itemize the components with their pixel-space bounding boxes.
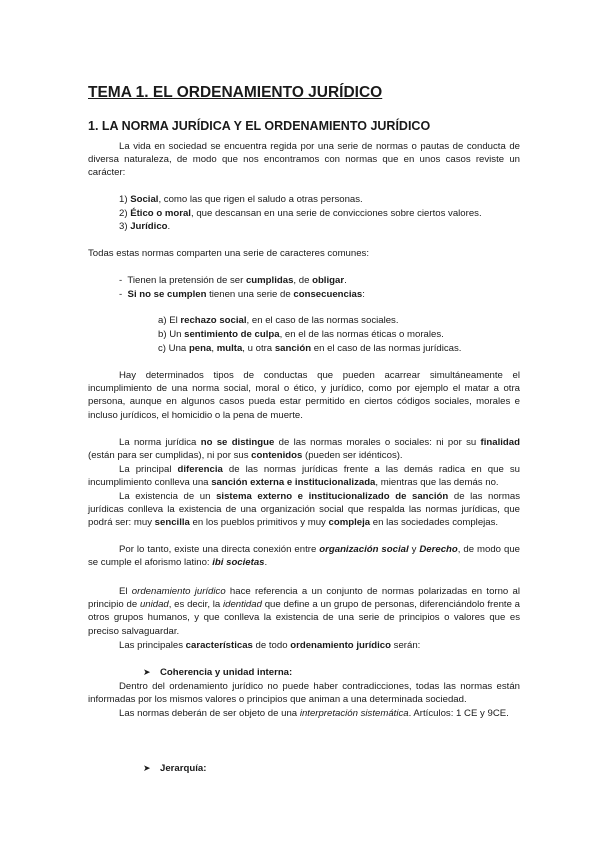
arrow-bullet-icon: ➤ (143, 667, 151, 677)
distinction-paragraph: La norma jurídica no se distingue de las normas morales o sociales: ni por su finalidad (están para ser cumplidas), ni por sus contenidos (pueden ser idénticos). (88, 437, 520, 462)
sanction-system-paragraph: La existencia de un sistema externo e institucionalizado de sanción de las normas jurídicas conlleva la existencia de una organización social que respalda las normas jurídicas, que podrá ser: muy sencilla en los pueblos primitivos y muy compleja en las sociedades complejas. (88, 491, 520, 529)
consequence-b: b) Un sentimiento de culpa, en el de las normas éticas o morales. (158, 329, 444, 340)
consequence-a: a) El rechazo social, en el caso de las normas sociales. (158, 315, 399, 326)
list-item-juridico: 3) Jurídico. (119, 221, 171, 232)
dash-bullet: - (119, 289, 123, 300)
document-title: TEMA 1. EL ORDENAMIENTO JURÍDICO (88, 84, 383, 101)
features-intro: Las principales características de todo ordenamiento jurídico serán: (119, 640, 421, 651)
list-item-etico: 2) Ético o moral, que descansan en una serie de convicciones sobre ciertos valores. (119, 208, 482, 219)
arrow-bullet-icon: ➤ (143, 763, 151, 773)
coherence-paragraph: Dentro del ordenamiento jurídico no puede haber contradicciones, todas las normas están informadas por los mismos valores o principios que animan a una determinada sociedad. (88, 681, 520, 706)
connection-paragraph: Por lo tanto, existe una directa conexión entre organización social y Derecho, de modo que se cumple el aforismo latino: ibi societas. (88, 544, 520, 569)
list-item-social: 1) Social, como las que rigen el saludo a otras personas. (119, 194, 363, 205)
intro-paragraph: La vida en sociedad se encuentra regida por una serie de normas o pautas de conducta de diversa naturaleza, de modo que nos encontramos con normas que en unos casos reviste un carácter: (88, 141, 520, 179)
dash-item-cumplidas: - Tienen la pretensión de ser cumplidas, de obligar. (119, 275, 347, 286)
consequence-c: c) Una pena, multa, u otra sanción en el caso de las normas jurídicas. (158, 343, 462, 354)
bullet-jerarquia: Jerarquía: (160, 763, 207, 774)
interpretation-paragraph: Las normas deberán de ser objeto de una interpretación sistemática. Artículos: 1 CE y 9CE. (119, 708, 509, 719)
ordenamiento-paragraph: El ordenamiento jurídico hace referencia a un conjunto de normas polarizadas en torno al principio de unidad, es decir, la identidad que define a un grupo de personas, diferenciándolo frente a otros grupos humanos, y que conlleva la existencia de una serie de principios o valores que es preciso salvaguardar. (88, 586, 521, 637)
common-traits-intro: Todas estas normas comparten una serie de caracteres comunes: (88, 248, 370, 259)
bullet-coherencia: Coherencia y unidad interna: (160, 667, 293, 678)
conducts-paragraph: Hay determinados tipos de conductas que pueden acarrear simultáneamente el incumplimiento de una norma social, moral o ético, y jurídico, como por ejemplo el matar a otra persona, aunque en algunos casos pueda estar permitido en ciertos códigos sociales, morales e incluso jurídicos, el homicidio o la pena de muerte. (88, 370, 520, 421)
dash-bullet: - (119, 275, 123, 286)
section-heading: 1. LA NORMA JURÍDICA Y EL ORDENAMIENTO JURÍDICO (88, 119, 431, 133)
difference-paragraph: La principal diferencia de las normas jurídicas frente a las demás radica en que su incumplimiento conlleva una sanción externa e institucionalizada, mientras que las demás no. (88, 464, 520, 489)
dash-item-consecuencias: - Si no se cumplen tienen una serie de consecuencias: (119, 289, 365, 300)
